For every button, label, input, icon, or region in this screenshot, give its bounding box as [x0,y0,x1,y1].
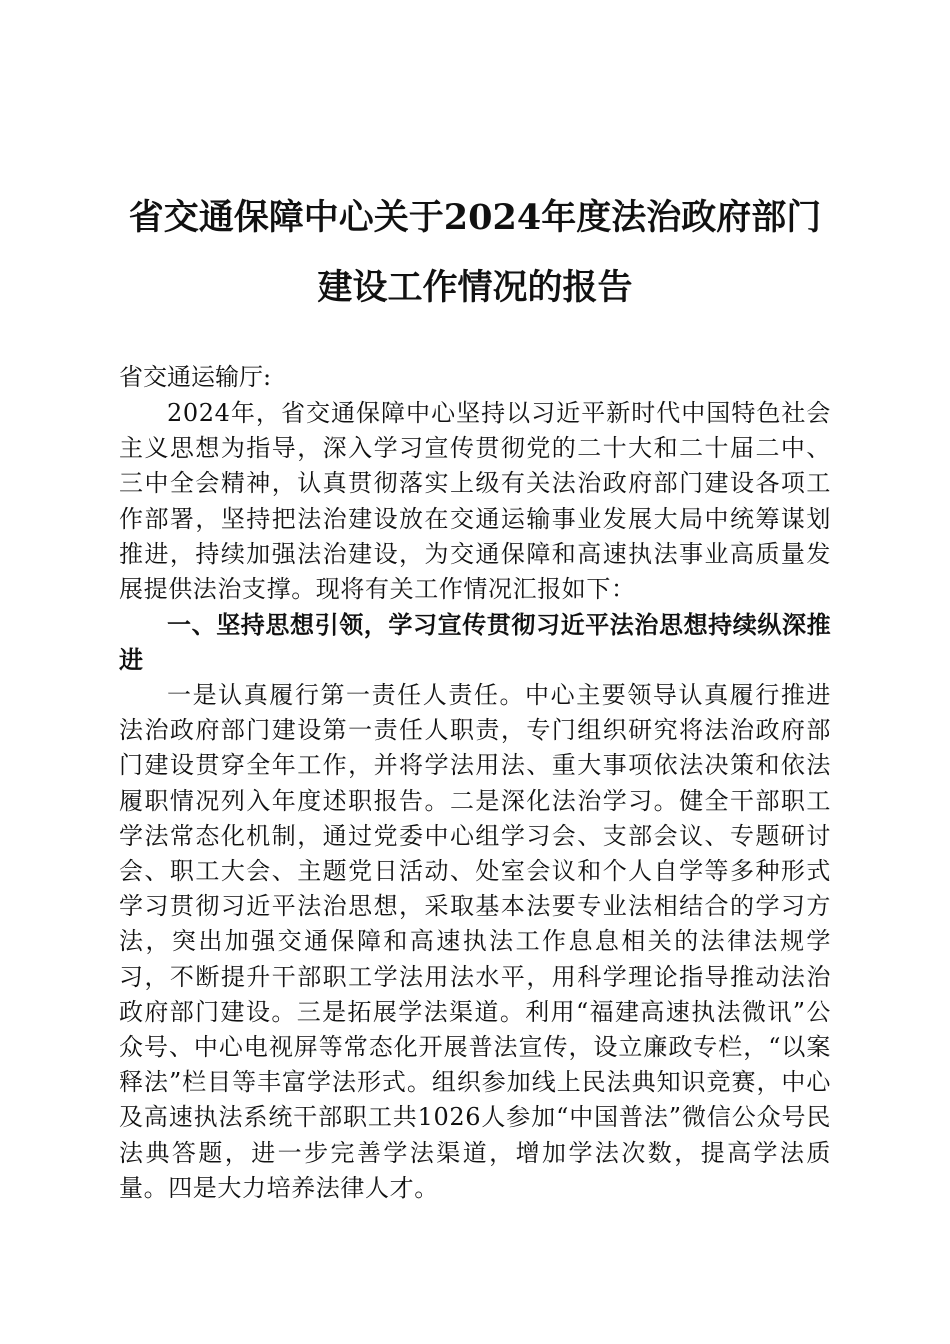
document-title-line-1: 省交通保障中心关于2024年度法治政府部门 [128,197,822,238]
section-1-paragraph: 一是认真履行第一责任人责任。中心主要领导认真履行推进法治政府部门建设第一责任人职责，专门组织研究将法治政府部门建设贯穿全年工作，并将学法用法、重大事项依法决策和依法履职情况列入年度述职报告。二是深化法治学习。健全干部职工学法常态化机制，通过党委中心组学习会、支部会议、专题研讨会、职工大会、主题党日活动、处室会议和个人自学等多种形式学习贯彻习近平法治思想，采取基本法要专业法相结合的学习方法，突出加强交通保障和高速执法工作息息相关的法律法规学习，不断提升干部职工学法用法水平，用科学理论指导推动法治政府部门建设。三是拓展学法渠道。利用“福建高速执法微讯”公众号、中心电视屏等常态化开展普法宣传，设立廉政专栏，“以案释法”栏目等丰富学法形式。组织参加线上民法典知识竞赛，中心及高速执法系统干部职工共1026人参加“中国普法”微信公众号民法典答题，进一步完善学法渠道，增加学法次数，提高学法质量。四是大力培养法律人才。 [119,681,831,1202]
document-title-line-2: 建设工作情况的报告 [317,267,633,308]
section-heading-1: 一、坚持思想引领，学习宣传贯彻习近平法治思想持续纵深推进 [119,611,831,675]
salutation: 省交通运输厅: [119,363,272,391]
intro-paragraph: 2024年，省交通保障中心坚持以习近平新时代中国特色社会主义思想为指导，深入学习宣传贯彻党的二十大和二十届二中、三中全会精神，认真贯彻落实上级有关法治政府部门建设各项工作部署，坚持把法治建设放在交通运输事业发展大局中统筹谋划推进，持续加强法治建设，为交通保障和高速执法事业高质量发展提供法治支撑。现将有关工作情况汇报如下： [119,399,831,604]
